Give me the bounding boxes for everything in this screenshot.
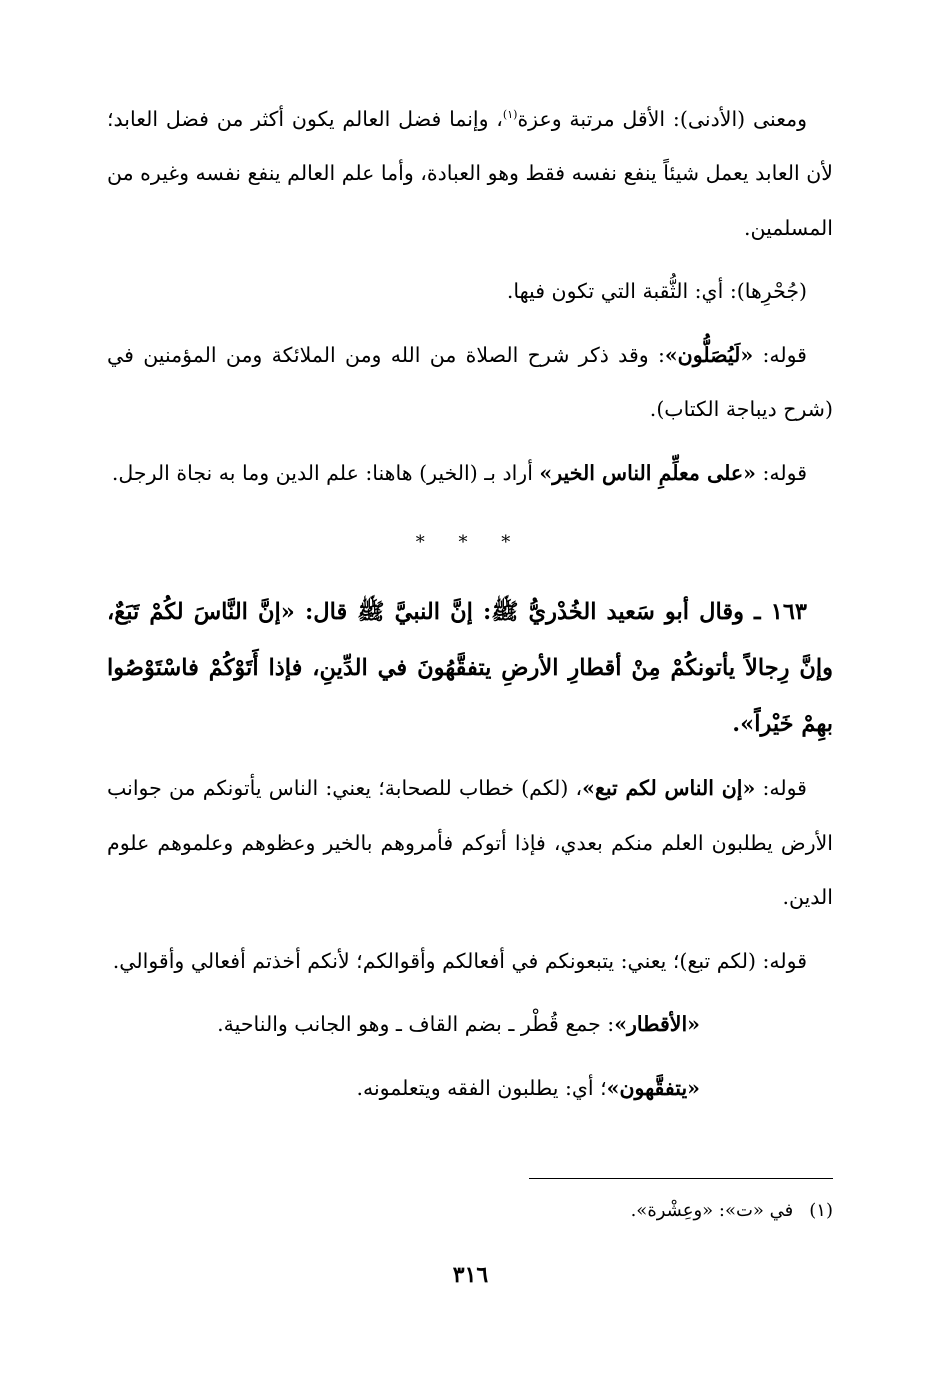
hadith-163: ١٦٣ ـ وقال أبو سَعيد الخُدْريُّ ﷺ: إنَّ النبيَّ ﷺ قال: «إنَّ النَّاسَ لكُمْ تَبَعٌ، وإنَّ رِجالاً يأتونكُمْ مِنْ أقطارِ الأرضِ يتفقَّهُونَ في الدِّينِ، فإذا أَتَوْكُمْ فاسْتَوْصُوا بهِمْ خَيْراً». [107, 599, 833, 738]
paragraph-text: ، (لكم) خطاب للصحابة؛ يعني: الناس يأتونكم من جوانب الأرض يطلبون العلم منكم بعدي، فإذا أتوكم فأمروهم بالخير وعظوهم وعلموهم علوم الدين. [107, 776, 833, 910]
footnote-rule [529, 1178, 833, 1179]
paragraph-text: ، وإنما فضل العالم يكون أكثر من فضل العابد؛ لأن العابد يعمل شيئاً ينفع نفسه فقط وهو العبادة، وأما علم العالم ينفع نفسه وغيره من المسلمين. [107, 106, 833, 240]
section-separator: * * * [415, 532, 525, 554]
definition-text: ؛ أي: يطلبون الفقه ويتعلمونه. [356, 1075, 607, 1100]
quoted-term: «على معلِّمِ الناس الخير» [539, 460, 756, 485]
quoted-term: «إن الناس لكم تبع» [582, 776, 756, 801]
footnote [480, 1196, 833, 1226]
paragraph-juhriha: (جُحْرِها): أي: الثُّقبة التي تكون فيها. [506, 279, 807, 304]
footnote-ref: (١) [502, 108, 518, 121]
defined-term: «الأقطار» [614, 1012, 700, 1037]
definition-text: : جمع قُطْر ـ بضم القاف ـ وهو الجانب والناحية. [217, 1012, 615, 1037]
commentary-paragraph [107, 761, 833, 925]
definition-yatafaqqahun [107, 1061, 833, 1116]
defined-term: «يتفقَّهون» [606, 1075, 700, 1100]
page-body [107, 88, 833, 1124]
footnote-number: (١) [809, 1200, 833, 1221]
page-number: ٣١٦ [452, 1262, 489, 1288]
footnote-text: في «ت»: «وعِشْرة». [630, 1200, 794, 1221]
paragraph-muallim [107, 446, 833, 501]
paragraph-text: أراد بـ (الخير) هاهنا: علم الدين وما به نجاة الرجل. [111, 460, 540, 485]
commentary-paragraph: قوله: (لكم تبع)؛ يعني: يتبعونكم في أفعالكم وأقوالكم؛ لأنكم أخذتم أفعالي وأقوالي. [112, 948, 807, 973]
paragraph-text: : وقد ذكر شرح الصلاة من الله ومن الملائكة ومن المؤمنين في (شرح ديباجة الكتاب). [107, 342, 833, 422]
paragraph-meaning-adna [107, 88, 833, 255]
lead-text: قوله: [755, 460, 807, 485]
paragraph-text: ومعنى (الأدنى): الأقل مرتبة وعزة [517, 106, 807, 131]
paragraph-yusallun [107, 328, 833, 437]
lead-text: قوله: [753, 342, 807, 367]
lead-text: قوله: [755, 776, 807, 801]
definition-aqtar [107, 997, 833, 1052]
quoted-term: «لَيُصَلُّون» [664, 342, 754, 367]
